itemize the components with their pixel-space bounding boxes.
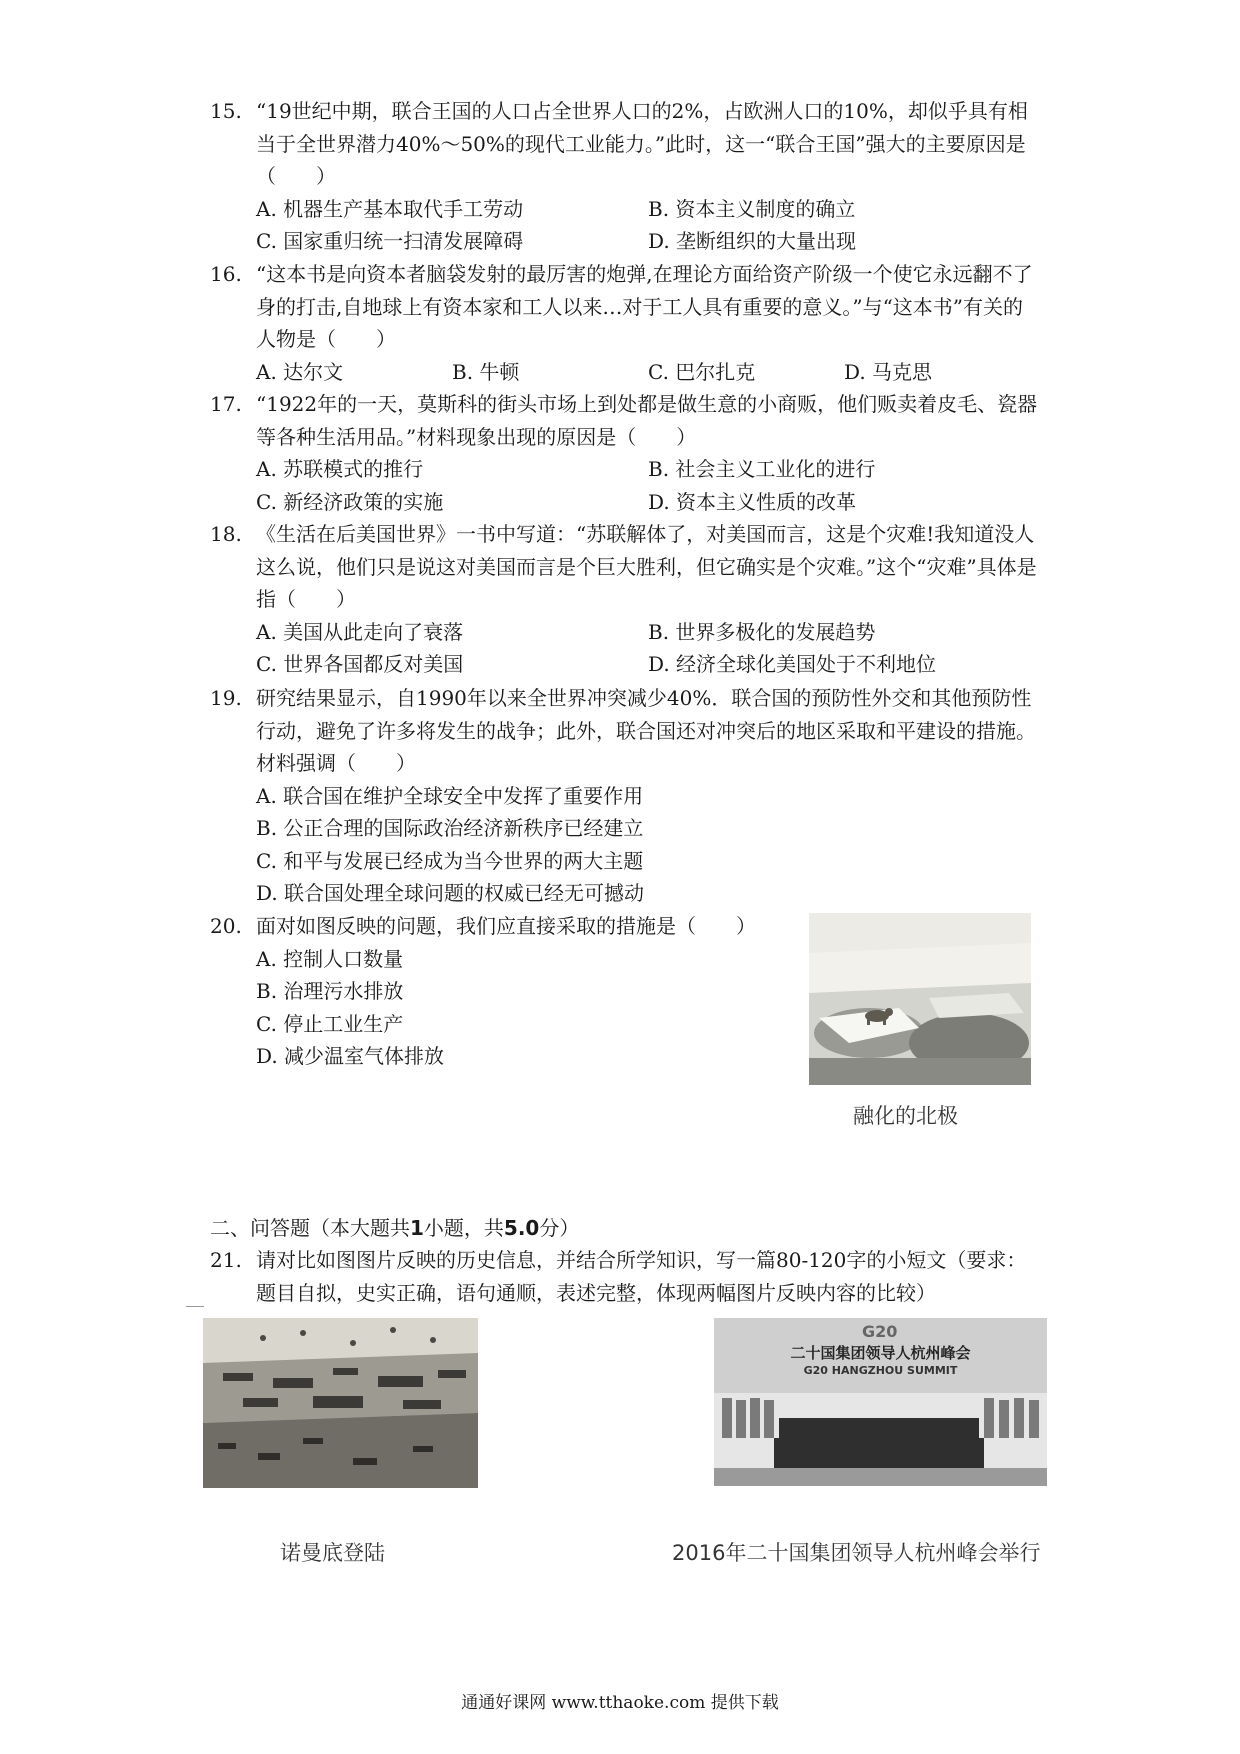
- option-b: B. 公正合理的国际政治经济新秩序已经建立: [256, 816, 644, 840]
- question-18: [210, 518, 1040, 681]
- question-stem: 请对比如图图片反映的历史信息，并结合所学知识，写一篇80-120字的小短文（要求：题目自拟，史实正确，语句通顺，表述完整，体现两幅图片反映内容的比较）: [256, 1248, 1027, 1305]
- question-stem: 面对如图反映的问题，我们应直接采取的措施是（ ）: [256, 914, 756, 938]
- question-stem: “19世纪中期，联合王国的人口占全世界人口的2%，占欧洲人口的10%，却似乎具有相当于全世界潜力40%～50%的现代工业能力。”此时，这一“联合王国”强大的主要原因是（ ）: [256, 99, 1028, 188]
- question-15: [210, 95, 1040, 258]
- option-a: A. 控制人口数量: [256, 946, 404, 971]
- section-suffix: 分）: [539, 1216, 580, 1240]
- option-d: D. 马克思: [844, 359, 933, 384]
- question-20: [210, 910, 770, 1073]
- option-c: C. 世界各国都反对美国: [256, 652, 464, 676]
- option-b: B. 资本主义制度的确立: [648, 196, 856, 221]
- question-17: [210, 388, 1040, 518]
- arctic-photo: [809, 913, 1031, 1085]
- question-number: 20.: [210, 914, 242, 938]
- normandy-landing-image: [203, 1318, 478, 1488]
- g20-caption: 2016年二十国集团领导人杭州峰会举行: [672, 1541, 1041, 1565]
- option-b: B. 治理污水排放: [256, 979, 404, 1003]
- question-number: 21.: [210, 1248, 242, 1272]
- question-number: 16.: [210, 262, 242, 286]
- question-stem: 研究结果显示，自1990年以来全世界冲突减少40%．联合国的预防性外交和其他预防性行动，避免了许多将发生的战争；此外，联合国还对冲突后的地区采取和平建设的措施。材料强调（ ）: [256, 686, 1036, 775]
- option-d: D. 资本主义性质的改革: [648, 489, 857, 514]
- page-footer: 通通好课网 www.tthaoke.com 提供下载: [461, 1693, 779, 1713]
- g20-photo: [714, 1318, 1047, 1486]
- normandy-photo: [203, 1318, 478, 1488]
- option-d: D. 联合国处理全球问题的权威已经无可撼动: [256, 881, 645, 905]
- normandy-caption: 诺曼底登陆: [280, 1541, 385, 1565]
- question-16: [210, 258, 1040, 388]
- question-stem: “1922年的一天，莫斯科的街头市场上到处都是做生意的小商贩，他们贩卖着皮毛、瓷器等各种生活用品。”材料现象出现的原因是（ ）: [256, 392, 1038, 449]
- g20-banner-en: G20 HANGZHOU SUMMIT: [803, 1364, 958, 1377]
- question-count: 1: [410, 1216, 424, 1240]
- option-d: D. 减少温室气体排放: [256, 1044, 445, 1068]
- question-stem: 《生活在后美国世界》一书中写道：“苏联解体了，对美国而言，这是个灾难!我知道没人这么说，他们只是说这对美国而言是个巨大胜利，但它确实是个灾难。”这个“灾难”具体是指（ ）: [256, 522, 1037, 611]
- option-b: B. 世界多极化的发展趋势: [648, 619, 876, 644]
- option-c: C. 停止工业生产: [256, 1011, 404, 1036]
- question-19: [210, 682, 1040, 910]
- section-mid: 小题，共: [423, 1216, 504, 1240]
- g20-logo: G20: [862, 1322, 898, 1341]
- question-stem: “这本书是向资本者脑袋发射的最厉害的炮弹,在理论方面给资产阶级一个使它永远翻不了身的打击,自地球上有资本家和工人以来…对于工人具有重要的意义。”与“这本书”有关的人物是（ ）: [256, 262, 1033, 351]
- option-c: C. 新经济政策的实施: [256, 489, 444, 514]
- option-c: C. 和平与发展已经成为当今世界的两大主题: [256, 848, 644, 873]
- question-number: 15.: [210, 99, 242, 123]
- melting-arctic-image: [809, 913, 1031, 1085]
- option-b: B. 社会主义工业化的进行: [648, 457, 876, 481]
- question-21: [210, 1244, 1040, 1309]
- option-a: A. 苏联模式的推行: [256, 457, 424, 481]
- section-prefix: 二、问答题（本大题共: [210, 1216, 410, 1240]
- option-d: D. 垄断组织的大量出现: [648, 229, 857, 253]
- question-number: 19.: [210, 686, 242, 710]
- g20-banner-cn: 二十国集团领导人杭州峰会: [790, 1344, 971, 1362]
- option-b: B. 牛顿: [452, 359, 520, 384]
- question-number: 18.: [210, 522, 242, 546]
- section-score: 5.0: [503, 1216, 540, 1240]
- option-a: A. 美国从此走向了衰落: [256, 619, 464, 644]
- section-heading: [210, 1212, 579, 1244]
- question-number: 17.: [210, 392, 242, 416]
- option-a: A. 联合国在维护全球安全中发挥了重要作用: [256, 783, 644, 808]
- option-a: A. 机器生产基本取代手工劳动: [256, 196, 524, 221]
- arctic-caption: 融化的北极: [853, 1104, 958, 1128]
- option-c: C. 巴尔扎克: [648, 359, 756, 384]
- margin-mark: [186, 1306, 204, 1307]
- option-d: D. 经济全球化美国处于不利地位: [648, 652, 937, 676]
- option-c: C. 国家重归统一扫清发展障碍: [256, 229, 524, 253]
- option-a: A. 达尔文: [256, 359, 344, 384]
